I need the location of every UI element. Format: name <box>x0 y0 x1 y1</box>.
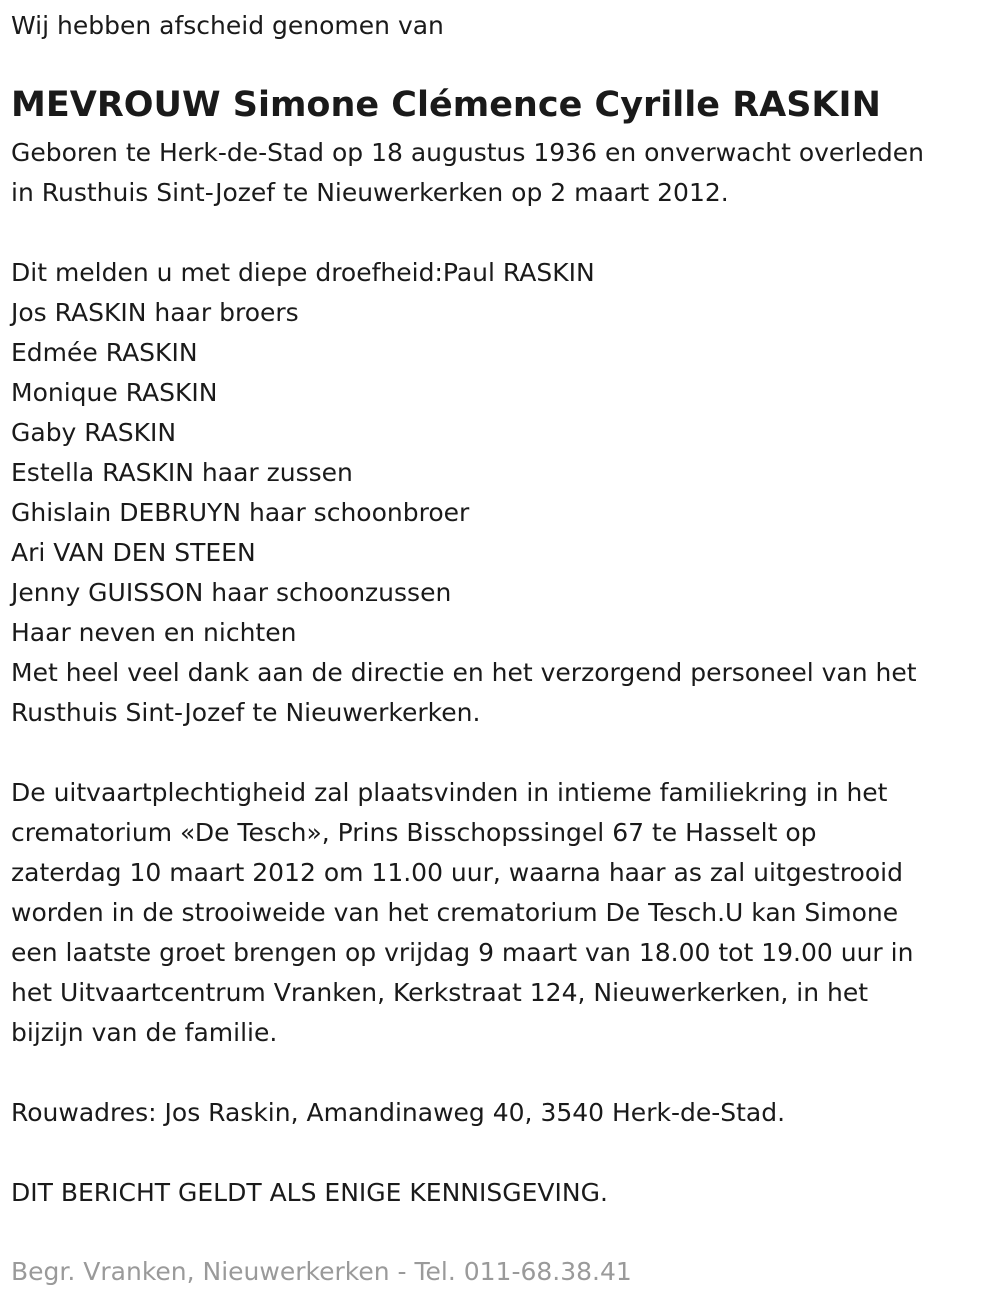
funeral-line: bijzijn van de familie. <box>11 1018 278 1047</box>
funeral-paragraph <box>11 773 986 1053</box>
birth-death-paragraph <box>11 133 986 213</box>
mourner-line: Gaby RASKIN <box>11 418 177 447</box>
funeral-line: De uitvaartplechtigheid zal plaatsvinden in intieme familiekring in het <box>11 778 888 807</box>
funeral-line: het Uitvaartcentrum Vranken, Kerkstraat 124, Nieuwerkerken, in het <box>11 978 869 1007</box>
mourner-line: Monique RASKIN <box>11 378 218 407</box>
birth-line: in Rusthuis Sint-Jozef te Nieuwerkerken op 2 maart 2012. <box>11 178 729 207</box>
mourner-line: Dit melden u met diepe droefheid:Paul RASKIN <box>11 258 595 287</box>
funeral-line: crematorium «De Tesch», Prins Bisschopssingel 67 te Hasselt op <box>11 818 817 847</box>
funeral-home-footer: Begr. Vranken, Nieuwerkerken - Tel. 011-68.38.41 <box>11 1257 632 1286</box>
mourner-line: Ari VAN DEN STEEN <box>11 538 256 567</box>
mourner-line: Edmée RASKIN <box>11 338 198 367</box>
mourner-line: Ghislain DEBRUYN haar schoonbroer <box>11 498 470 527</box>
funeral-line: worden in de strooiweide van het crematorium De Tesch.U kan Simone <box>11 898 899 927</box>
thanks-line: Met heel veel dank aan de directie en het verzorgend personeel van het <box>11 658 917 687</box>
birth-line: Geboren te Herk-de-Stad op 18 augustus 1936 en onverwacht overleden <box>11 138 924 167</box>
deceased-name: MEVROUW Simone Clémence Cyrille RASKIN <box>11 85 881 125</box>
mourner-line: Haar neven en nichten <box>11 618 297 647</box>
mourning-address <box>11 1093 986 1133</box>
funeral-line: een laatste groet brengen op vrijdag 9 maart van 18.00 tot 19.00 uur in <box>11 938 914 967</box>
mourners-list <box>11 253 986 733</box>
notice-statement <box>11 1173 986 1213</box>
mourner-line: Jos RASKIN haar broers <box>11 298 299 327</box>
notice-line: DIT BERICHT GELDT ALS ENIGE KENNISGEVING. <box>11 1178 608 1207</box>
mourner-line: Estella RASKIN haar zussen <box>11 458 353 487</box>
address-line: Rouwadres: Jos Raskin, Amandinaweg 40, 3540 Herk-de-Stad. <box>11 1098 786 1127</box>
thanks-line: Rusthuis Sint-Jozef te Nieuwerkerken. <box>11 698 481 727</box>
mourner-line: Jenny GUISSON haar schoonzussen <box>11 578 452 607</box>
intro-line: Wij hebben afscheid genomen van <box>11 11 444 40</box>
funeral-line: zaterdag 10 maart 2012 om 11.00 uur, waarna haar as zal uitgestrooid <box>11 858 903 887</box>
